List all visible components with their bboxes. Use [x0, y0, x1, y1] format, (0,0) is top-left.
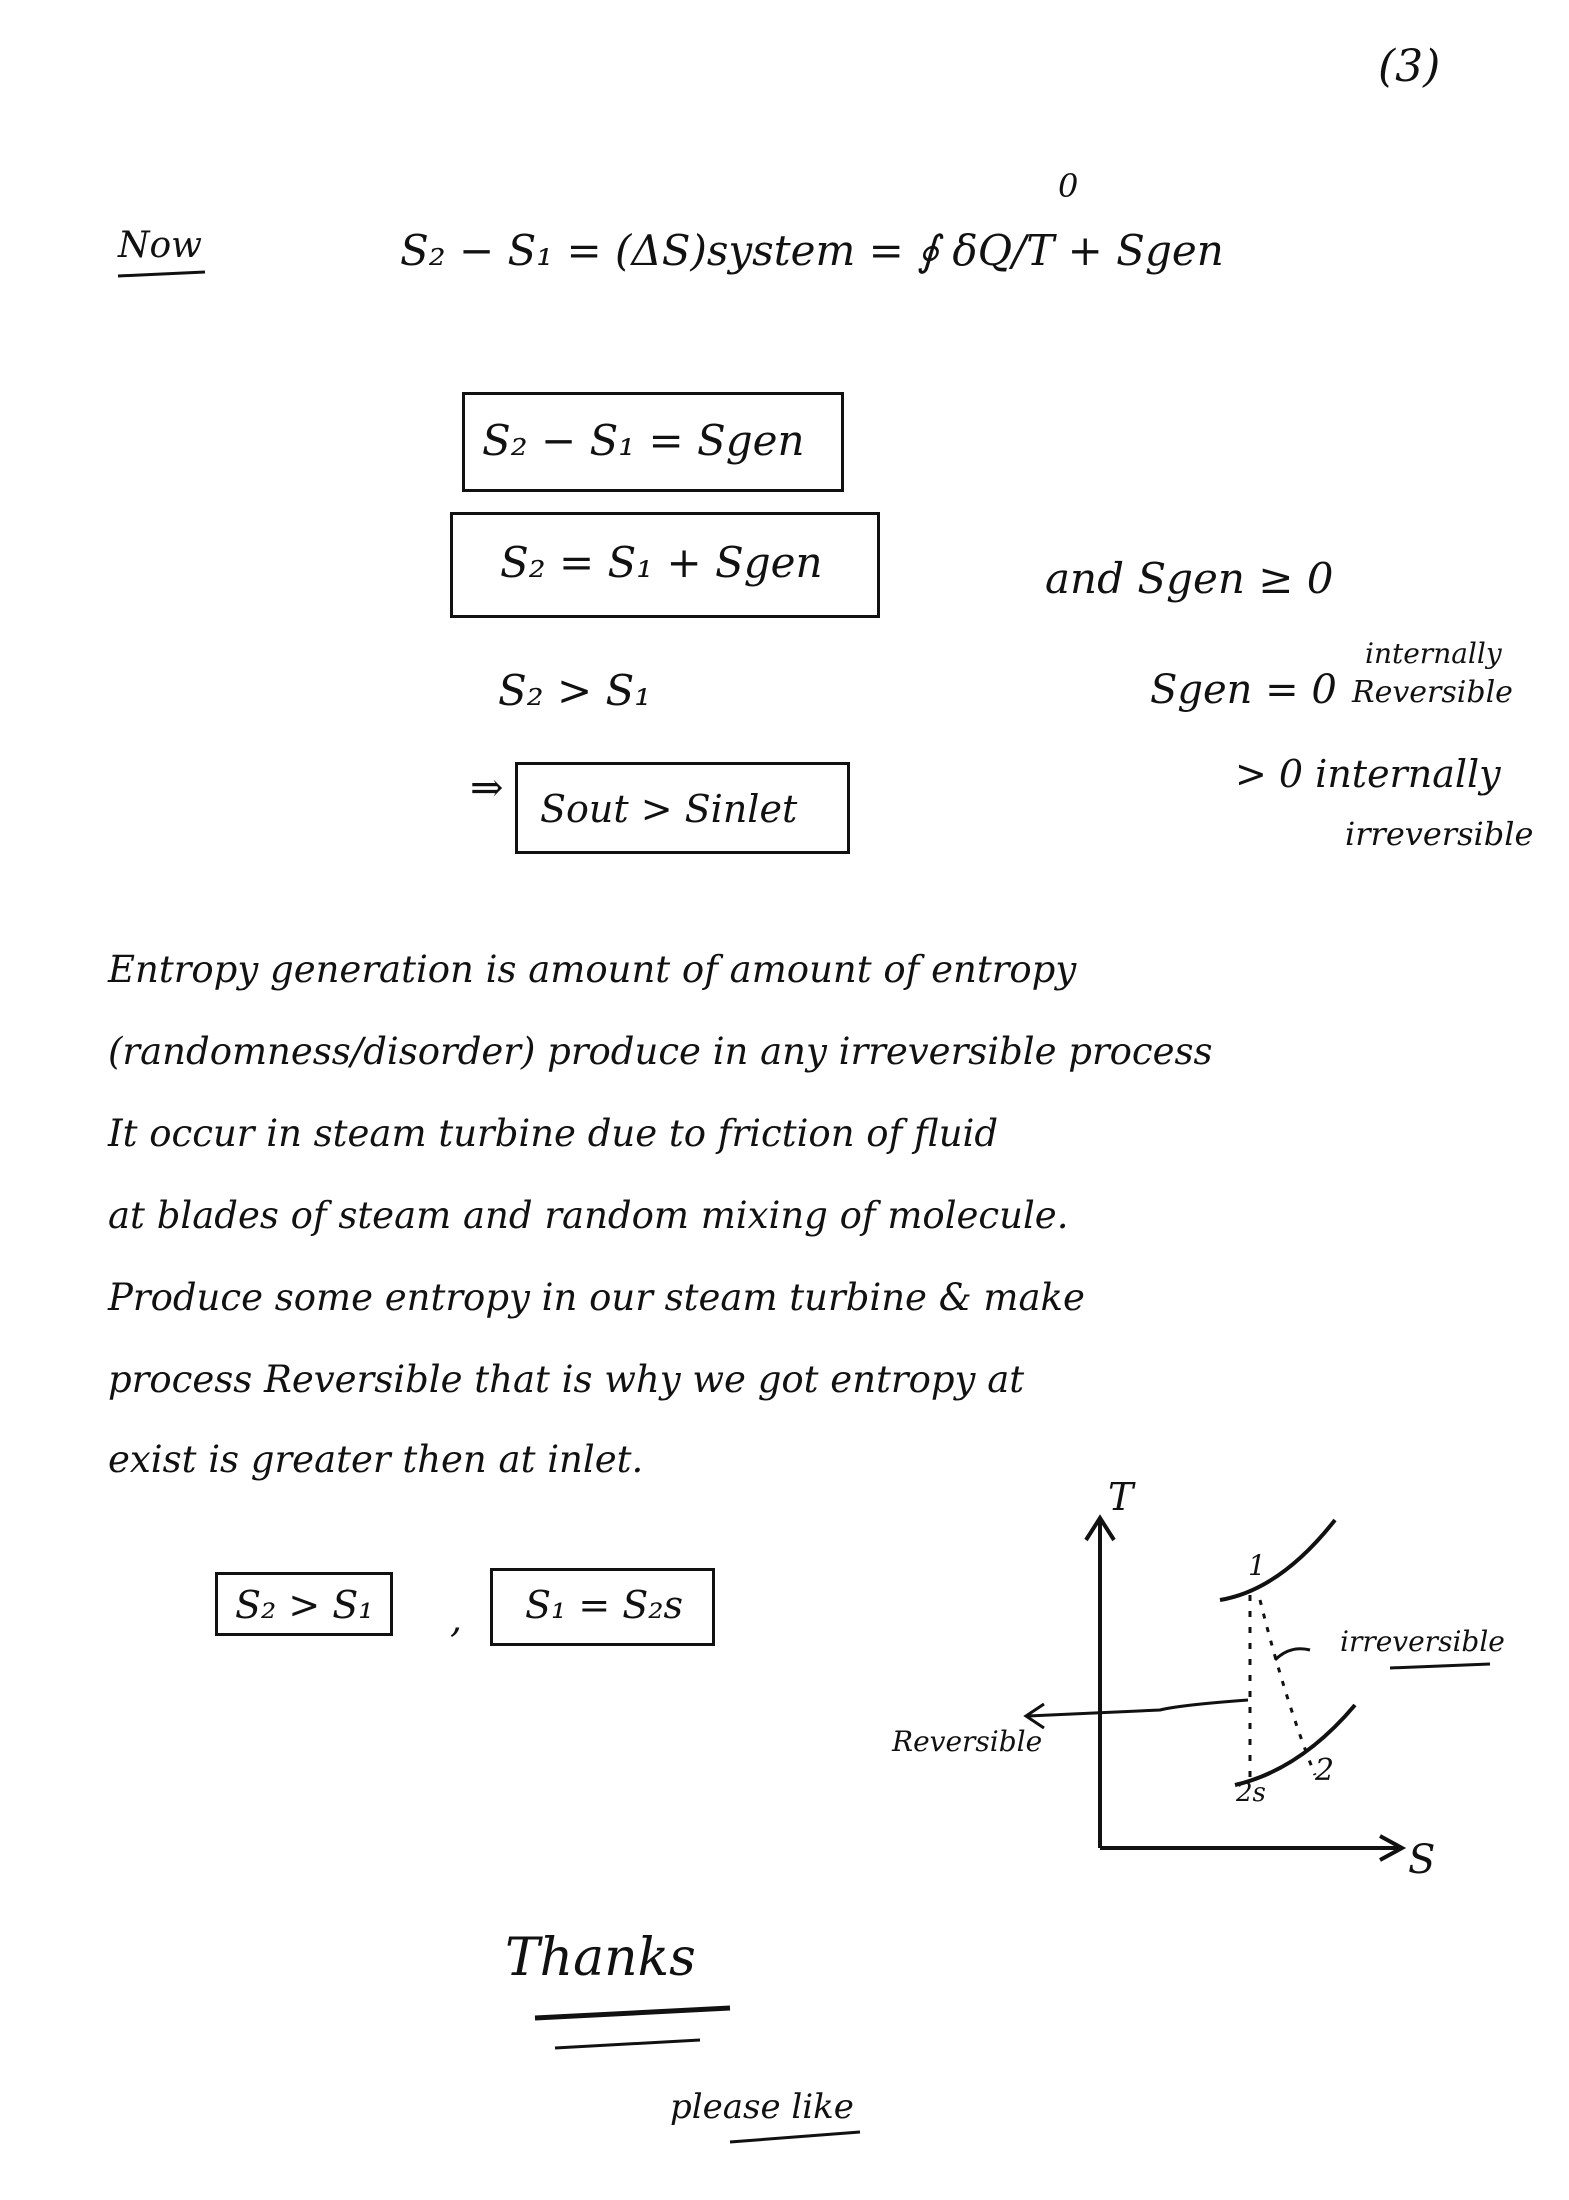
- boxed-equation-2-text: S₂ = S₁ + Sgen: [500, 538, 823, 587]
- reversible-pointer: [1028, 1700, 1248, 1716]
- paragraph-line: exist is greater then at inlet.: [108, 1438, 644, 1481]
- boxed-result-a-text: S₂ > S₁: [235, 1583, 374, 1627]
- state-1-label: 1: [1248, 1549, 1266, 1582]
- paragraph-line: Entropy generation is amount of amount of entropy: [108, 948, 1077, 991]
- axis-t-label: T: [1108, 1475, 1134, 1519]
- reversible-label-1: Reversible: [1352, 675, 1513, 710]
- inequality-text: S₂ > S₁: [498, 666, 652, 715]
- irreversible-diagram-label: irreversible: [1340, 1625, 1505, 1658]
- implies-arrow: ⇒: [470, 765, 504, 811]
- low-pressure-curve: [1235, 1705, 1355, 1788]
- thanks-underline-1: [535, 2008, 730, 2018]
- paragraph-line: (randomness/disorder) produce in any irreversible process: [108, 1030, 1213, 1073]
- now-underline: [118, 272, 205, 276]
- paragraph-line: Produce some entropy in our steam turbine & make: [108, 1276, 1085, 1319]
- condition-text: and Sgen ≥ 0: [1045, 554, 1334, 603]
- please-like-text: please like: [670, 2087, 854, 2127]
- internally-label-1: internally: [1365, 637, 1502, 670]
- page-number: (3): [1378, 41, 1441, 92]
- now-label: Now: [118, 225, 202, 266]
- paragraph-line: It occur in steam turbine due to friction of fluid: [108, 1112, 999, 1155]
- irreversible-underline: [1390, 1664, 1490, 1668]
- equation-main: S₂ − S₁ = (ΔS)system = ∮ δQ/T + Sgen: [400, 226, 1224, 275]
- irreversible-pointer: [1275, 1649, 1310, 1660]
- irreversible-label-1: irreversible: [1345, 815, 1534, 853]
- high-pressure-curve: [1220, 1520, 1335, 1600]
- separator-comma: ,: [450, 1597, 463, 1641]
- paragraph-line: process Reversible that is why we got entropy at: [108, 1358, 1025, 1401]
- boxed-equation-1-text: S₂ − S₁ = Sgen: [482, 416, 805, 465]
- zero-mark: 0: [1058, 167, 1079, 205]
- please-underline: [730, 2132, 860, 2142]
- axis-s-label: S: [1408, 1837, 1436, 1883]
- boxed-result-b-text: S₁ = S₂s: [525, 1583, 684, 1627]
- paragraph-line: at blades of steam and random mixing of molecule.: [108, 1194, 1069, 1237]
- thanks-underline-2: [555, 2040, 700, 2048]
- sgen-zero-text: Sgen = 0: [1150, 667, 1337, 713]
- state-2s-label: 2s: [1236, 1778, 1266, 1808]
- boxed-equation-3-text: Sout > Sinlet: [540, 787, 798, 831]
- thanks-text: Thanks: [505, 1928, 696, 1988]
- gt-zero-text: > 0 internally: [1235, 752, 1501, 796]
- state-2-label: 2: [1315, 1753, 1335, 1788]
- reversible-diagram-label: Reversible: [892, 1725, 1043, 1758]
